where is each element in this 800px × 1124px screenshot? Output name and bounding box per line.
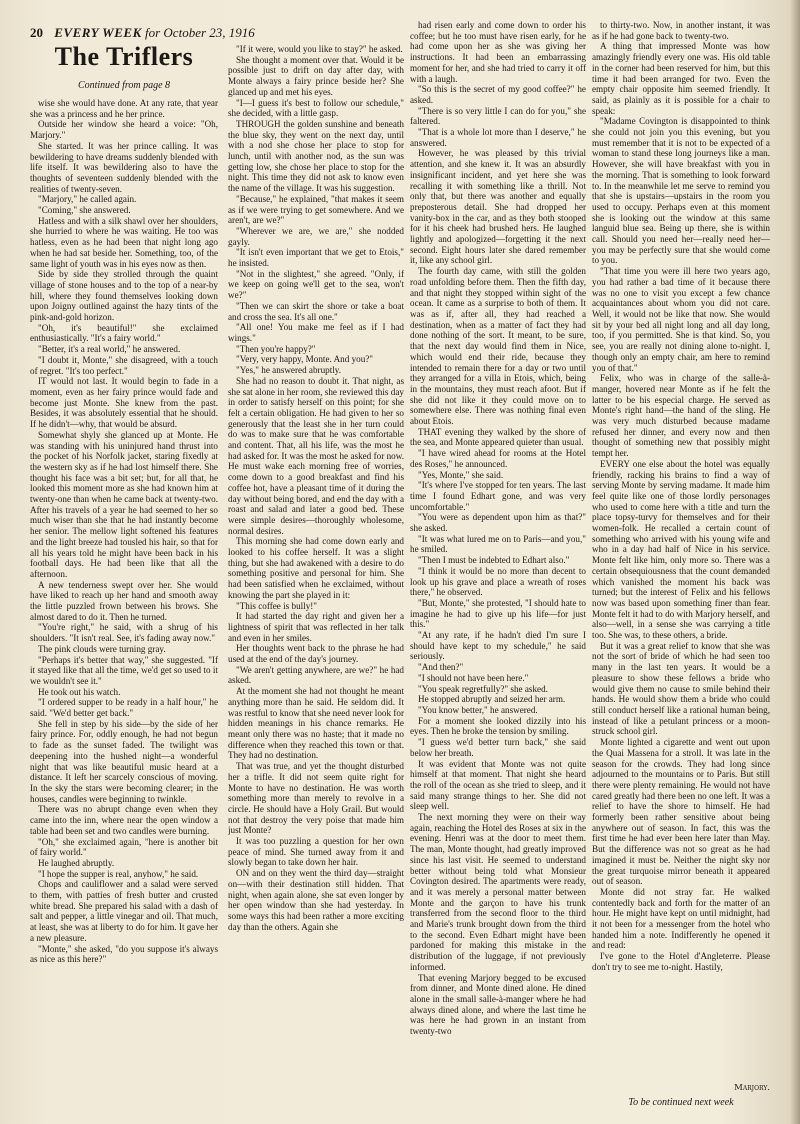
paragraph: "Better, it's a real world," he answered. xyxy=(38,344,181,355)
paragraph: At the moment she had not thought he meant anything more than he said. He seldom did. It was restful to know that she need never look for hidden meanings in his chance remarks. He meant only there was no haste; that it made no difference when they reached this town or that. They had no destination. xyxy=(228,686,404,761)
paragraph: "Marjory," he called again. xyxy=(38,194,137,205)
running-header xyxy=(30,25,255,41)
paragraph: "Then I must be indebted to Edhart also." xyxy=(418,555,570,566)
paragraph: Felix, who was in charge of the salle-à-manger, hovered near Monte as if he felt the latter to be his especial charge. He served as Monte's right hand—the hand of the sling. He was very much disturbed because madame refused her dinner, and every now and then thought of something new that possibly might tempt her. xyxy=(592,373,770,459)
paragraph: Outside her window she heard a voice: "Oh, Marjory." xyxy=(30,119,218,141)
paragraph: "If it were, would you like to stay?" he asked. xyxy=(236,44,403,54)
paragraph: "You speak regretfully?" she asked. xyxy=(418,683,548,694)
paragraph: "There is so very little I can do for you," she faltered. xyxy=(410,105,586,127)
paragraph: THROUGH the golden sunshine and beneath the blue sky, they went on the next day, until with a nod she chose her place to stop for lunch, until with another nod, as the sun was getting low, she chose her place to stop for the night. This time they did not ask to know even the name of the village. It was his suggestion. xyxy=(228,118,404,194)
paragraph: She had no reason to doubt it. That night, as she sat alone in her room, she reviewed this day in order to satisfy herself on this point; for she felt a certain obligation. He had given to her so generously that the least she in her turn could do was to make sure that he was comfortable and content. That, all his life, was the most he had asked for. It was the most he asked for now. He must wake each morning free of worries, come down to a good breakfast and find his coffee hot, have a pleasant time of it during the day without being bored, and end the day with a roast and salad and later a good bed. These were simple desires—thoroughly wholesome, normal desires. xyxy=(228,375,404,536)
paragraph: There was no abrupt change even when they came into the inn, where near the open window a table had been set and two candles were burning. xyxy=(30,804,218,836)
paragraph: He took out his watch. xyxy=(38,686,121,697)
article-title: The Triflers xyxy=(54,42,194,71)
paragraph: "Oh, it's beautiful!" she exclaimed enthusiastically. "It's a fairy world." xyxy=(30,322,218,344)
paragraph: She started. It was her prince calling. It was bewildering to have dreams suddenly blended with life itself. It was bewildering also to have the thoughts of seventeen suddenly blended with the realities of twenty-seven. xyxy=(30,140,218,194)
paragraph: "I doubt it, Monte," she disagreed, with a touch of regret. "It's too perfect." xyxy=(30,354,218,376)
issue-date: for October 23, 1916 xyxy=(145,25,255,40)
paragraph: "Then you're happy?" xyxy=(236,343,316,354)
paragraph: "You were as dependent upon him as that?" she asked. xyxy=(410,512,586,534)
paragraph: That was true, and yet the thought disturbed her a trifle. It did not seem quite right for Monte to have no destination. He was worth something more than merely to revolve in a circle. He should have a Holy Grail. But would not that destroy the very poise that made him just Monte? xyxy=(228,761,404,836)
paragraph: "Yes," he answered abruptly. xyxy=(236,365,342,376)
page-edge-shadow xyxy=(790,0,800,1124)
paragraph: "I should not have been here." xyxy=(418,672,529,683)
paragraph: For a moment she looked dizzily into his eyes. Then he broke the tension by smiling. xyxy=(410,715,586,737)
paragraph: Somewhat shyly she glanced up at Monte. He was standing with his uninjured hand thrust into the pocket of his Norfolk jacket, staring fixedly at the western sky as if he had lost himself there. She thought his face was a bit set; but, for all that, he looked this moment more as she had known him at twenty-one than when he came back at twenty-two. After his travels of a year he had seemed to her so much wiser than she that he had instantly become her senior. The mellow light softened his features and the light breeze had tousled his hair, so that for all his years told he might have been back in his football days. He had been like that all the afternoon. xyxy=(30,429,218,579)
paragraph: Her thoughts went back to the phrase he had used at the end of the day's journey. xyxy=(228,643,404,665)
paragraph: ON and on they went the third day—straight on—with their destination still hidden. That night, when again alone, she sat even longer by her open window than she had yesterday. In some ways this had been rather a more exciting day than the others. Again she xyxy=(228,868,404,932)
paragraph: "That time you were ill here two years ago, you had rather a bad time of it because there was no one to visit you except a few chance acquaintances about whom you did not care. Well, it would not be like that now. She would sit by your bed all night long and all day long, too, if you permitted. She is that kind. So, you see, you are really not dining alone to-night. I, though only an empty chair, am here to remind you of that." xyxy=(592,266,770,373)
paragraph: "Very, very happy, Monte. And you?" xyxy=(236,354,374,365)
paragraph: "Yes, Monte," she said. xyxy=(418,469,504,480)
paragraph: A thing that impressed Monte was how amazingly friendly every one was. His old table in the corner had been reserved for him, but this time it had been arranged for two. Even the empty chair opposite him seemed friendly. It said, as plainly as it is possible for a chair to speak: xyxy=(592,41,770,116)
paragraph: "Wherever we are, we are," she nodded gayly. xyxy=(228,225,404,247)
column-3 xyxy=(410,20,586,1116)
paragraph: The pink clouds were turning gray. xyxy=(38,643,166,654)
paragraph: The fourth day came, with still the golden road unfolding before them. Then the fifth day, and that night they stopped within sight of the ocean. It came as a surprise to both of them. It was as if, after all, they had reached a destination, when as a matter of fact they had done nothing of the sort. It meant, to be sure, that the next day would find them in Nice, which would end their ride, because they intended to remain there for a day or two until they arranged for a villa in Etois, which, being in the mountains, they must reach afoot. But if she did not like it they could move on to somewhere else. There was nothing final even about Etois. xyxy=(410,266,586,427)
paragraph: Hatless and with a silk shawl over her shoulders, she hurried to where he was waiting. He too was hatless, even as he had been that night long ago when he had sat beside her. Something, too, of the same light of youth was in his eyes now as then. xyxy=(30,215,218,269)
magazine-name: EVERY WEEK xyxy=(54,25,142,40)
paragraph: THAT evening they walked by the shore of the sea, and Monte appeared quieter than usual. xyxy=(410,426,586,448)
paragraph: A new tenderness swept over her. She would have liked to reach up her hand and smooth away the little puzzled frown between his brows. She almost dared to do it. Then he turned. xyxy=(30,579,218,622)
paragraph: to thirty-two. Now, in another instant, it was as if he had gone back to twenty-two. xyxy=(592,20,770,41)
paragraph: "You know better," he answered. xyxy=(418,705,538,715)
paragraph: I've gone to the Hotel d'Angleterre. Please don't try to see me to-night. Hastily, xyxy=(592,951,770,972)
paragraph: "That is a whole lot more than I deserve," he answered. xyxy=(410,127,586,148)
paragraph: had risen early and come down to order his coffee; but he too must have risen early, for he had come upon her as she was giving her instructions. It had been an embarrassing moment for her, and she had tried to carry it off with a laugh. xyxy=(410,20,586,84)
continued-next: To be continued next week xyxy=(628,1097,734,1108)
paragraph: He stopped abruptly and seized her arm. xyxy=(418,694,566,705)
paragraph: The next morning they were on their way again, reaching the Hotel des Roses at six in the evening. Henri was at the door to meet them. The man, Monte thought, had greatly improved since his last visit. He seemed to understand better without being told what Monsieur Covington desired. The apartments were ready, and it was merely a personal matter between Monte and the garçon to have his trunk transferred from the second floor to the third and Marie's trunk brought down from the third to the second. Even Edhart might have been pardoned for making this mistake in the distribution of the luggage, if not previously informed. xyxy=(410,812,586,972)
paragraph: "Monte," she asked, "do you suppose it's always as nice as this here?" xyxy=(30,943,218,965)
paragraph: "We aren't getting anywhere, are we?" he had asked. xyxy=(228,664,404,686)
paragraph: Chops and cauliflower and a salad were served to them, with patties of fresh butter and crusted white bread. She prepared his salad with a dash of salt and pepper, a little vinegar and oil. That much, at least, she was at liberty to do for him. It gave her a new pleasure. xyxy=(30,879,218,943)
paragraph: "Coming," she answered. xyxy=(38,205,131,216)
paragraph: "This coffee is bully!" xyxy=(236,600,318,611)
paragraph: It was evident that Monte was not quite himself at that moment. That night she heard the roll of the ocean as she tried to sleep, and it said many strange things to her. She did not sleep well. xyxy=(410,758,586,812)
paragraph: This morning she had come down early and looked to his coffee herself. It was a slight thing, but she had awakened with a desire to do something positive and personal for him. She had been satisfied when he exclaimed, without knowing the part she played in it: xyxy=(228,536,404,600)
column-4 xyxy=(592,20,770,1080)
continued-from: Continued from page 8 xyxy=(77,80,171,91)
paragraph: "So this is the secret of my good coffee?" he asked. xyxy=(410,84,586,105)
paragraph: "Then we can skirt the shore or take a boat and cross the sea. It's all one." xyxy=(228,300,404,322)
paragraph: He laughed abruptly. xyxy=(38,857,115,868)
column-1 xyxy=(30,98,218,1116)
paragraph: However, he was pleased by this trivial attention, and she knew it. It was an absurdly insignificant incident, and yet here she was recalling it with something like a thrill. Not only that, but there was another and equally preposterous detail. She had dropped her vanity-box in the car, and as they both stooped for it his cheek had brushed hers. He laughed lightly and apologized—forgetting it the next second. Eight hours later she dared remember it, like any school girl. xyxy=(410,148,586,266)
paragraph: She fell in step by his side—by the side of her fairy prince. For, oddly enough, he had not begun to fade as the sunset faded. The twilight was deepening into the hushed night—a wonderful night that was like beautiful music heard at a distance. It left her scarcely conscious of moving. In the sky the stars were becoming clearer; in the houses, candles were beginning to twinkle. xyxy=(30,718,218,804)
paragraph: "I have wired ahead for rooms at the Hotel des Roses," he announced. xyxy=(410,448,586,469)
paragraph: "Oh," she exclaimed again, "here is another bit of fairy world." xyxy=(30,836,218,858)
paragraph: "Madame Covington is disappointed to think she could not join you this evening, but you must remember that it is not to be expected of a woman to stand these long journeys like a man. However, she will have breakfast with you in the morning. That is something to look forward to. In the meanwhile let me serve to remind you that she is upstairs—upstairs in the room you used to occupy. Perhaps even at this moment she is looking out the window at this same languid blue sea. Being up there, she is within call. Should you need her—really need her—you may be perfectly sure that she would come to you. xyxy=(592,116,770,266)
paragraph: It was too puzzling a question for her own peace of mind. She turned away from it and slowly began to take down her hair. xyxy=(228,836,404,868)
paragraph: But it was a great relief to know that she was not the sort of bride of which he had seen too many in the last ten years. It would be a pleasure to show these fellows a bride who would give them no cause to smile behind their hands. He would show them a bride who could still conduct herself like a rational human being, instead of like a petulant princess or a moon-struck school girl. xyxy=(592,640,770,737)
paragraph: Monte did not stray far. He walked contentedly back and forth for the matter of an hour. He might have kept on until midnight, had it not been for a messenger from the hotel who handed him a note. Indifferently he opened it and read: xyxy=(592,886,770,951)
paragraph: "All one! You make me feel as if I had wings." xyxy=(228,322,404,343)
paragraph: "I hope the supper is real, anyhow," he said. xyxy=(38,868,199,879)
paragraph: Side by side they strolled through the quaint village of stone houses and to the top of a near-by hill, where they found themselves looking down upon Joigny outlined against the hazy tints of the pink-and-gold horizon. xyxy=(30,269,218,323)
paragraph: Monte lighted a cigarette and went out upon the Quai Massena for a stroll. It was late in the season for the crowds. They had long since adjourned to the mountains or to Paris. But still there were plenty remaining. He would not have cared greatly had there been no one left. It was a relief to have the shore to himself. He had formerly been rather sensitive about being anywhere out of season. In fact, this was the first time he had ever been here later than May. But the difference was not so great as he had imagined it must be. Neither the night sky nor the great turquoise mirror beneath it appeared out of season. xyxy=(592,737,770,887)
paragraph: "You're right," he said, with a shrug of his shoulders. "It isn't real. See, it's fading away now." xyxy=(30,622,218,644)
paragraph: "I think it would be no more than decent to look up his grave and place a wreath of roses there," he observed. xyxy=(410,565,586,598)
paragraph: "It was what lured me on to Paris—and you," he smiled. xyxy=(410,533,586,555)
column-2 xyxy=(228,44,404,1116)
note-signature: Marjory. xyxy=(734,1083,770,1093)
paragraph: "It's where I've stopped for ten years. The last time I found Edhart gone, and was very uncomfortable." xyxy=(410,480,586,512)
paragraph: "I ordered supper to be ready in a half hour," he said. "We'd better get back." xyxy=(30,697,218,719)
paragraph: "I—I guess it's best to follow our schedule," she decided, with a little gasp. xyxy=(228,97,404,119)
paragraph: wise she would have done. At any rate, that year she was a princess and he her prince. xyxy=(30,98,218,119)
page-number: 20 xyxy=(30,25,43,40)
paragraph: "It isn't even important that we get to Etois," he insisted. xyxy=(228,247,404,269)
paragraph: "Perhaps it's better that way," she suggested. "If it stayed like that all the time, we'd get so used to it we wouldn't see it." xyxy=(30,654,218,686)
paragraph: "But, Monte," she protested, "I should hate to imagine he had to give up his life—for just this." xyxy=(410,597,586,630)
paragraph: "And then?" xyxy=(418,662,464,673)
paragraph: It had started the day right and given her a lightness of spirit that was reflected in her talk and even in her smiles. xyxy=(228,611,404,643)
paragraph: She thought a moment over that. Would it be possible just to drift on day after day, with Monte always a fairy prince beside her? She glanced up and met his eyes. xyxy=(228,54,404,97)
paragraph: "Not in the slightest," she agreed. "Only, if we keep on going we'll get to the sea, won't we?" xyxy=(228,268,404,301)
paragraph: IT would not last. It would begin to fade in a moment, even as her fairy prince would fade and become just Monte. She knew from the past. Besides, it was absolutely essential that he should. If he didn't—why, that would be absurd. xyxy=(30,376,218,430)
paragraph: "Because," he explained, "that makes it seem as if we were trying to get somewhere. And we aren't, are we?" xyxy=(228,193,404,226)
paragraph: "I guess we'd better turn back," she said below her breath. xyxy=(410,737,586,758)
paragraph: "At any rate, if he hadn't died I'm sure I should have kept to my schedule," he said seriously. xyxy=(410,630,586,662)
paragraph: EVERY one else about the hotel was equally friendly, racking his brains to find a way of serving Monte by serving madame. It made him feel quite like one of those lordly personages who used to come here with a title and turn the place topsy-turvy for themselves and for their women-folk. He recalled a certain count of something who arrived with his young wife and who in a day had half of Nice in his service. Monte felt like him, only more so. There was a certain obsequiousness that the count demanded which vanished the moment his back was turned; but the interest of Felix and his fellows now was based upon something finer than fear. Monte felt it had to do with Marjory herself, and also—well, in a sense she was carrying a title too. She was, to these others, a bride. xyxy=(592,458,770,641)
paragraph: That evening Marjory begged to be excused from dinner, and Monte dined alone. He dined alone in the small salle-à-manger where he had always dined alone, and where the last time he was here he had grown in an instant from twenty-two xyxy=(410,972,586,1037)
